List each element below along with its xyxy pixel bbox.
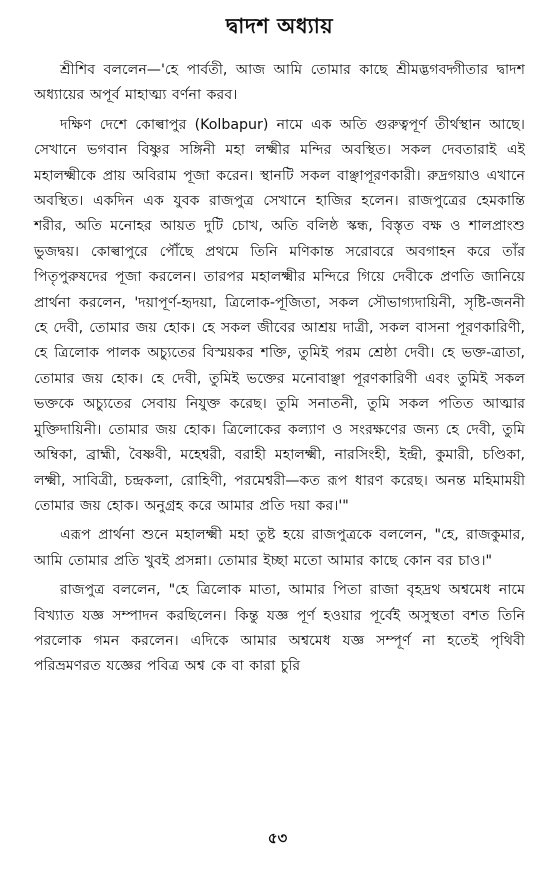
paragraph: রাজপুত্র বললেন, "হে ত্রিলোক মাতা, আমার পিতা রাজা বৃহদ্রথ অশ্বমেধ নামে বিখ্যাত যজ্ঞ সম্পাদন করছিলেন। কিন্তু যজ্ঞ পূর্ণ হওয়ার পূর্বেই অসুস্থতা বশত তিনি পরলোক গমন করলেন। এদিকে আমার অশ্বমেধ যজ্ঞ সম্পূর্ণ না হতেই পৃথিবী পরিভ্রমণরত যজ্ঞের পবিত্র অশ্ব কে বা কারা চুরি — [34, 582, 525, 675]
paragraph: দক্ষিণ দেশে কোল্বাপুর (Kolbapur) নামে এক অতি গুরুত্বপূর্ণ তীর্থস্থান আছে। সেখানে ভগবান বিষ্ণুর সঙ্গিনী মহা লক্ষ্মীর মন্দির অবস্থিত। সকল দেবতারাই এই মহালক্ষ্মীকে প্রায় অবিরাম পূজা করেন। স্থানটি সকল বাঞ্ছাপূরণকারী। রুদ্রগয়াও এখানে অবস্থিত। একদিন এক যুবক রাজপুত্র সেখানে হাজির হলেন। রাজপুত্রের হেমকান্তি শরীর, অতি মনোহর আয়ত দুটি চোখ, অতি বলিষ্ঠ স্কন্ধ, বিস্তৃত বক্ষ ও শালপ্রাংশু ভুজদ্বয়। কোল্বাপুরে পৌঁছে প্রথমে তিনি মণিকান্ত সরোবরে অবগাহন করে তাঁর পিতৃপুরুষদের পূজা করলেন। তারপর মহালক্ষ্মীর মন্দিরে গিয়ে দেবীকে প্রণতি জানিয়ে প্রার্থনা করলেন, 'দয়াপূর্ণ-হৃদয়া, ত্রিলোক-পূজিতা, সকল সৌভাগ্যদায়িনী, সৃষ্টি-জননী হে দেবী, তোমার জয় হোক। হে সকল জীবের আশ্রয় দাত্রী, সকল বাসনা পূরণকারিণী, হে ত্রিলোক পালক অচ্যুতের বিস্ময়কর শক্তি, তুমিই পরম শ্রেষ্ঠা দেবী। হে ভক্ত-ত্রাতা, তোমার জয় হোক। হে দেবী, তুমিই ভক্তের মনোবাঞ্ছা পূরণকারিণী এবং তুমিই সকল ভক্তকে অচ্যুতের সেবায় নিযুক্ত করেছ। তুমি সনাতনী, তুমি সকল পতিত আত্মার মুক্তিদায়িনী। তোমার জয় হোক। ত্রিলোকের কল্যাণ ও সংরক্ষণের জন্য হে দেবী, তুমি অম্বিকা, ব্রাহ্মী, বৈষ্ণবী, মহেশ্বরী, বরাহী মহালক্ষ্মী, নারসিংহী, ইন্দ্রী, কুমারী, চণ্ডিকা, লক্ষ্মী, সাবিত্রী, চন্দ্রকলা, রোহিণী, পরমেশ্বরী—কত রূপ ধারণ করেছ। অনন্ত মহিমাময়ী তোমার জয় হোক। অনুগ্রহ করে আমার প্রতি দয়া কর।'" — [34, 116, 525, 514]
paragraph: এরূপ প্রার্থনা শুনে মহালক্ষ্মী মহা তুষ্ট হয়ে রাজপুত্রকে বললেন, "হে, রাজকুমার, আমি তোমার প্রতি খুবই প্রসন্না। তোমার ইচ্ছা মতো আমার কাছে কোন বর চাও।" — [34, 527, 525, 569]
paragraph: শ্রীশিব বললেন—'হে পার্বতী, আজ আমি তোমার কাছে শ্রীমদ্ভগবদ্গীতার দ্বাদশ অধ্যায়ের অপূর্ব মাহাত্ম্য বর্ণনা করব। — [34, 62, 525, 104]
chapter-title: দ্বাদশ অধ্যায় — [225, 14, 334, 38]
page-number: ৫৩ — [267, 829, 288, 847]
